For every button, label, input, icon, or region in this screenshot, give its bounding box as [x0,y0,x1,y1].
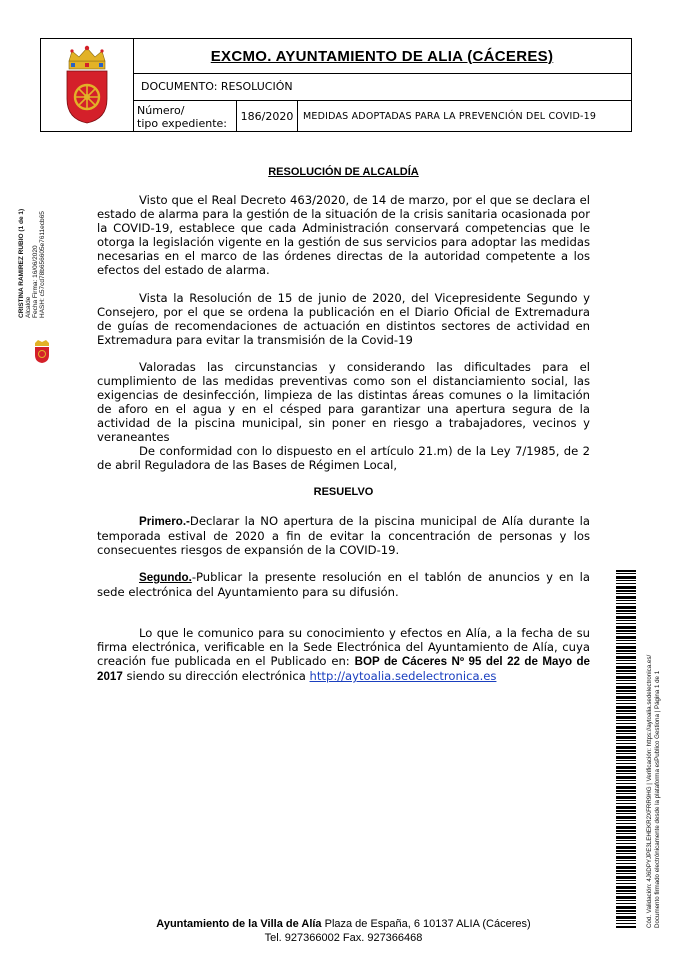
expediente-row [133,101,631,131]
paragraph-visto-text: Visto que el Real Decreto 463/2020, de 14 de marzo, por el que se declara el estado de alarma para la gestión de la situación de la crisis sanitaria ocasionada por la COVID-19, establece que cada Administración conservará competencias que le otorga la legislación vigente en la gestión de sus servicios para adoptar las medidas necesarias en el marco de las órdenes directas de la autoridad competente a los efectos del estado de alarma. [97,193,590,277]
resuelvo-heading [97,486,590,498]
platform-note: Documento firmado electrónicamente desde la plataforma esPublico Gestiona | Página 1 de 1 [653,670,661,928]
footer-address [97,918,590,930]
footer-phones-text: Tel. 927366002 Fax. 927366468 [264,932,423,944]
document-type-cell [133,73,631,101]
expediente-label [133,101,237,131]
expediente-label-line2: tipo expediente: [137,117,227,130]
footer-entity: Ayuntamiento de la Villa de Alía [156,918,322,930]
signature-hash: HASH: c57cd78b656605e7611ecb65 [39,211,46,318]
primero-label: Primero.- [139,515,190,528]
sede-link[interactable]: http://aytoalia.sedelectronica.es [309,669,497,683]
barcode [616,570,636,928]
coat-of-arms-icon [41,39,133,131]
verification-strip [646,655,661,928]
primero-text: Declarar la NO apertura de la piscina municipal de Alía durante la temporada estival de 2020 a fin de evitar la concentración de personas y los consecuentes riesgos de expansión de la COVID-19. [97,514,590,557]
resuelvo-text: RESUELVO [313,486,374,498]
segundo-label: Segundo. [139,571,192,584]
bop-reference: BOP de Cáceres Nº 95 del 22 de Mayo de 2017 [97,655,590,683]
signature-date: Fecha Firma: 16/06/2020 [32,245,39,318]
segundo-text: -Publicar la presente resolución en el tablón de anuncios y en la sede electrónica del Ayuntamiento para su difusión. [97,570,590,599]
small-seal-icon [32,340,52,364]
verification-code: Cód. Validación: 4J6DPYJPE3LEHEKR2XFRR9HG | Verificación: https://aytoalia.sedelectronica.es/ [646,654,653,928]
signer-name: CRISTINA RAMIREZ RUBIO (1 de 1) [18,208,25,318]
closing-text: Lo que le comunico para su conocimiento y efectos en Alía, a la fecha de su firma electrónica, verificable en la Sede Electrónica del Ayuntamiento de Alía, cuya creación fue publicada en el Publicado en: [97,626,590,668]
paragraph-closing [97,626,590,684]
paragraph-conformidad [97,444,590,472]
document-type: DOCUMENTO: RESOLUCIÓN [141,80,293,93]
document-title: EXCMO. AYUNTAMIENTO DE ALIA (CÁCERES) [210,47,554,65]
resolution-heading-text: RESOLUCIÓN DE ALCALDÍA [268,166,419,178]
paragraph-visto [97,193,590,277]
expediente-label-line1: Número/ [137,104,185,117]
resolution-heading [97,166,590,178]
document-header [40,38,632,132]
paragraph-conformidad-text: De conformidad con lo dispuesto en el artículo 21.m) de la Ley 7/1985, de 2 de abril Reguladora de las Bases de Régimen Local, [97,444,590,472]
footer-address-text: Plaza de España, 6 10137 ALIA (Cáceres) [321,918,531,930]
paragraph-valoradas [97,360,590,444]
footer-phones [97,932,590,944]
signer-role: Alcalde [25,296,32,318]
expediente-number: 186/2020 [237,101,298,131]
paragraph-primero [97,514,590,557]
paragraph-vista [97,291,590,347]
paragraph-vista-text: Vista la Resolución de 15 de junio de 2020, del Vicepresidente Segundo y Consejero, por el que se ordena la publicación en el Diario Oficial de Extremadura de guías de recomendaciones de actuación en distintos sectores de actividad en Extremadura para evitar la transmisión de la Covid-19 [97,291,590,347]
title-cell [133,39,631,74]
paragraph-valoradas-text: Valoradas las circunstancias y considerando las dificultades para el cumplimiento de las medidas preventivas como son el distanciamiento social, las exigencias de desinfección, limpieza de las distintas áreas comunes o la limitación de aforo en el agua y en el césped para garantizar una apertura segura de la actividad de la piscina municipal, sin poner en riesgo a trabajadores, vecinos y veraneantes [97,360,590,444]
signature-strip [18,209,46,318]
paragraph-segundo [97,570,590,599]
closing-text-2: siendo su dirección electrónica [122,669,310,683]
coat-of-arms-cell [41,39,134,131]
expediente-subject: MEDIDAS ADOPTADAS PARA LA PREVENCIÓN DEL COVID-19 [303,110,597,122]
